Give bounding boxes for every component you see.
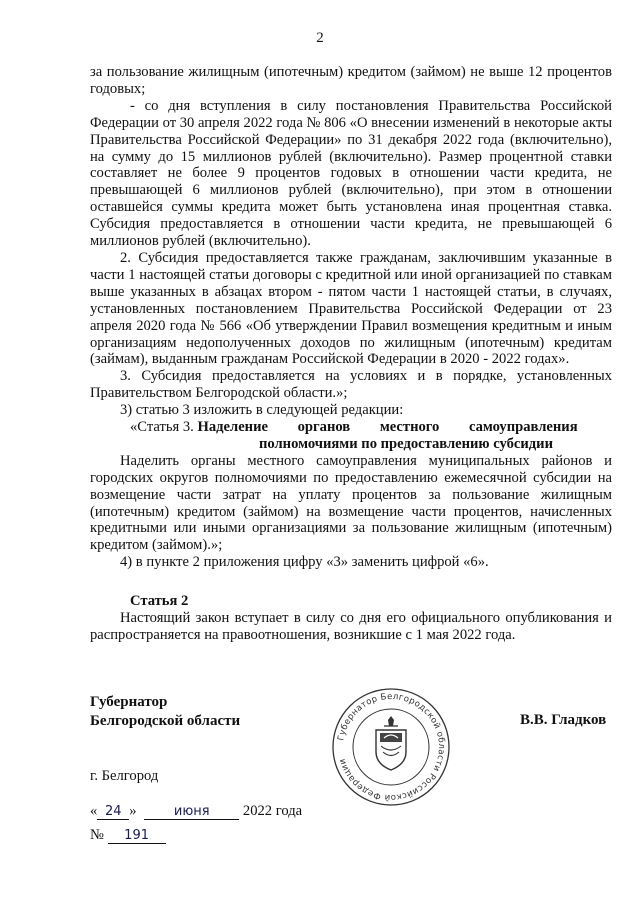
official-seal-stamp [330,686,452,808]
date-day: 24 [97,804,129,820]
signature-block [90,693,240,731]
city: г. Белгород [90,768,159,784]
article3-title-line1: Наделение органов местного самоуправления [197,419,578,436]
paragraph-continuation: за пользование жилищным (ипотечным) кредитом (займом) не выше 12 процентов годовых; [90,64,612,97]
document-body [90,64,612,644]
article3-title-line2: полномочиями по предоставлению субсидии [258,435,554,452]
article3-heading [90,419,612,436]
paragraph-item-4: 4) в пункте 2 приложения цифру «3» заменить цифрой «6». [120,554,489,571]
paragraph-part-2: 2. Субсидия предоставляется также гражданам, заключившим указанные в части 1 настоящей статьи договоры с кредитной или иной организацией по ставкам выше указанных в абзацах втором - пятом части 1 настоящей статьи, в случаях, установленных постановлением Правительства Российской Федерации от 23 апреля 2020 года № 566 «Об утверждении Правил возмещения кредитным и иным организациям недополученных доходов по жилищным (ипотечным) кредитам (займам), выданным гражданам Российской Федерации в 2020 - 2022 годах». [90,249,612,368]
paragraph-part-3: 3. Субсидия предоставляется на условиях и в порядке, установленных Правительством Белгородской области.»; [90,368,612,402]
article2-text: Настоящий закон вступает в силу со дня его официального опубликования и распространяется на правоотношения, возникшие с 1 мая 2022 года. [90,610,612,643]
date-close-quote: » [129,803,137,819]
signature-title-line1: Губернатор [90,694,168,710]
svg-text:Губернатор Белгородской област: Губернатор Белгородской области Российской Федерации [336,691,447,803]
number-value: 191 [108,828,166,844]
date-month: июня [144,804,239,820]
document-number [90,827,166,844]
article3-text: Наделить органы местного самоуправления муниципальных районов и городских округов полномочиями по предоставлению ежемесячной субсидии на возмещение части затрат на уплату процентов за пользование жилищным (ипотечным) кредитом (займом) на возмещение части процентов, начисленных кредитными или иными организациями за пользование жилищным (ипотечным) кредитом (займом).»; [90,452,612,554]
signature-name: В.В. Гладков [520,712,607,728]
coat-of-arms-icon [376,716,406,770]
date-line [90,803,302,820]
number-label: № [90,827,104,843]
date-open-quote: « [90,803,98,819]
paragraph-dash-item: - со дня вступления в силу постановления Правительства Российской Федерации от 30 апреля 2022 года № 806 «О внесении изменений в некоторые акты Правительства Российской Федерации» по 31 декабря 2022 года (включительно), на сумму до 15 миллионов рублей (включительно). Размер процентной ставки составляет не более 9 процентов годовых в отношении части кредита, не превышающей 6 миллионов рублей (включительно), при этом в отношении оставшейся суммы кредита может быть установлена иная процентная ставка. Субсидия предоставляется в отношении части кредита, не превышающей 6 миллионов рублей (включительно). [90,97,612,250]
article2-title: Статья 2 [130,593,189,610]
page-number: 2 [316,30,324,46]
paragraph-item-3: 3) статью 3 изложить в следующей редакции: [120,402,404,419]
date-year: 2022 года [242,803,303,819]
article3-prefix: «Статья 3. [130,419,194,436]
signature-title-line2: Белгородской области [90,713,241,729]
